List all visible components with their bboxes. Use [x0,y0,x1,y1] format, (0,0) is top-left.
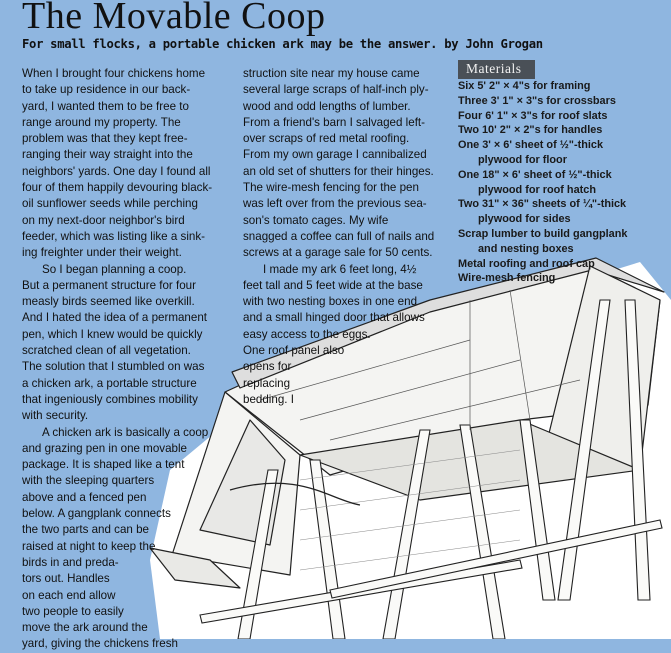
body-text-line: pen, which I knew would be quickly [22,327,203,341]
body-text-line: The solution that I stumbled on was [22,360,205,374]
materials-item-continued [458,212,668,227]
body-text-line: range around my property. The [22,115,181,129]
body-text-line: package. It is shaped like a tent [22,458,185,472]
body-text-line: ing freighter under their weight. [22,246,182,260]
materials-item [458,257,668,272]
materials-item-text: plywood for floor [478,153,567,166]
body-text-line: a chicken ark, a portable structure [22,376,197,390]
body-text-line: yard, I wanted them to be free to [22,99,189,113]
article-title: The Movable Coop [22,0,326,37]
body-text-line: problem was that they kept free- [22,132,188,146]
materials-item [458,227,668,242]
body-text-line: son's tomato cages. My wife [243,213,389,227]
body-text-line: birds in and preda- [22,555,119,569]
body-text-line: move the ark around the [22,621,148,635]
materials-item-text: plywood for sides [478,213,571,226]
materials-item [458,168,668,183]
body-text-line: below. A gangplank connects [22,507,171,521]
materials-item [458,123,668,138]
body-text-line: opens for [243,360,292,374]
body-text-line: wood and odd lengths of lumber. [243,99,411,113]
body-text-line: to take up residence in our back- [22,83,191,97]
materials-item-text: Two 31" × 36" sheets of ¼"-thick [458,198,627,211]
materials-item-text: Wire-mesh fencing [458,272,556,285]
body-text-line: I made my ark 6 feet long, 4½ [263,262,417,276]
materials-item [458,138,668,153]
body-text-line: and a small hinged door that allows [243,311,425,325]
body-text-line: two people to easily [22,604,124,618]
body-text-line: above and a fenced pen [22,490,147,504]
materials-item-continued [458,153,668,168]
body-text-line: the two parts and can be [22,523,149,537]
materials-item-continued [458,183,668,198]
article-column-2 [243,66,458,408]
materials-item-continued [458,242,668,257]
body-text-line: easy access to the eggs. [243,327,371,341]
materials-item-text: One 3' × 6' sheet of ½"-thick [458,139,604,152]
body-text-line: But a permanent structure for four [22,278,196,292]
body-text-line: was left over from the previous sea- [243,197,427,211]
body-text-line: on each end allow [22,588,116,602]
materials-item-text: Scrap lumber to build gangplank [458,227,628,240]
materials-item [458,79,668,94]
materials-item-text: One 18" × 6' sheet of ½"-thick [458,168,612,181]
body-text-line: with security. [22,409,89,423]
body-text-line: an old set of shutters for their hinges. [243,164,434,178]
body-text-line: several large scraps of half-inch ply- [243,83,429,97]
materials-item-text: Four 6' 1" × 3"s for roof slats [458,109,608,122]
body-text-line: And I hated the idea of a permanent [22,311,207,325]
body-text-line: The wire-mesh fencing for the pen [243,181,419,195]
body-text-line: feeder, which was listing like a sink- [22,229,206,243]
body-text-line: A chicken ark is basically a coop [42,425,209,439]
materials-item [458,109,668,124]
body-text-line: bedding. I [243,392,294,406]
materials-item-text: Six 5' 2" × 4"s for framing [458,80,591,92]
body-text-line: over scraps of red metal roofing. [243,132,410,146]
materials-item-text: Three 3' 1" × 3"s for crossbars [458,94,616,107]
body-text-line: measly birds seemed like overkill. [22,295,195,309]
body-text-line: From a friend's barn I salvaged left- [243,115,425,129]
body-text-line: with two nesting boxes in one end [243,295,418,309]
article-column-1 [22,66,237,653]
article-subtitle: For small flocks, a portable chicken ark may be the answer. by John Grogan [22,37,543,51]
materials-heading: Materials [458,60,535,79]
body-text-line: and grazing pen in one movable [22,441,188,455]
materials-item-text: Metal roofing and roof cap [458,257,595,270]
body-text-line: four of them happily devouring black- [22,181,213,195]
body-text-line: raised at night to keep the [22,539,156,553]
body-text-line: oil sunflower seeds while perching [22,197,198,211]
materials-sidebar [458,60,668,286]
materials-item-text: plywood for roof hatch [478,183,596,196]
body-text-line: One roof panel also [243,344,345,358]
body-text-line: on my next-door neighbor's bird [22,213,185,227]
body-text-line: When I brought four chickens home [22,67,206,80]
materials-item [458,94,668,109]
materials-item-text: Two 10' 2" × 2"s for handles [458,124,603,137]
body-text-line: replacing [243,376,291,390]
body-text-line: ranging their way straight into the [22,148,193,162]
materials-list [458,79,668,286]
body-text-line: yard, giving the chickens fresh [22,637,178,651]
materials-item [458,271,668,286]
body-text-line: feet tall and 5 feet wide at the base [243,278,423,292]
body-text-line: From my own garage I cannibalized [243,148,427,162]
materials-item-text: and nesting boxes [478,242,574,255]
body-text-line: screws at a garage sale for 50 cents. [243,246,433,260]
body-text-line: struction site near my house came [243,67,420,80]
body-text-line: that ingeniously combines mobility [22,392,198,406]
body-text-line: snagged a coffee can full of nails and [243,229,435,243]
body-text-line: with the sleeping quarters [22,474,155,488]
materials-item [458,197,668,212]
body-text-line: neighbors' yards. One day I found all [22,164,211,178]
body-text-line: scratched clean of all vegetation. [22,344,191,358]
body-text-line: tors out. Handles [22,572,110,586]
body-text-line: So I began planning a coop. [42,262,187,276]
